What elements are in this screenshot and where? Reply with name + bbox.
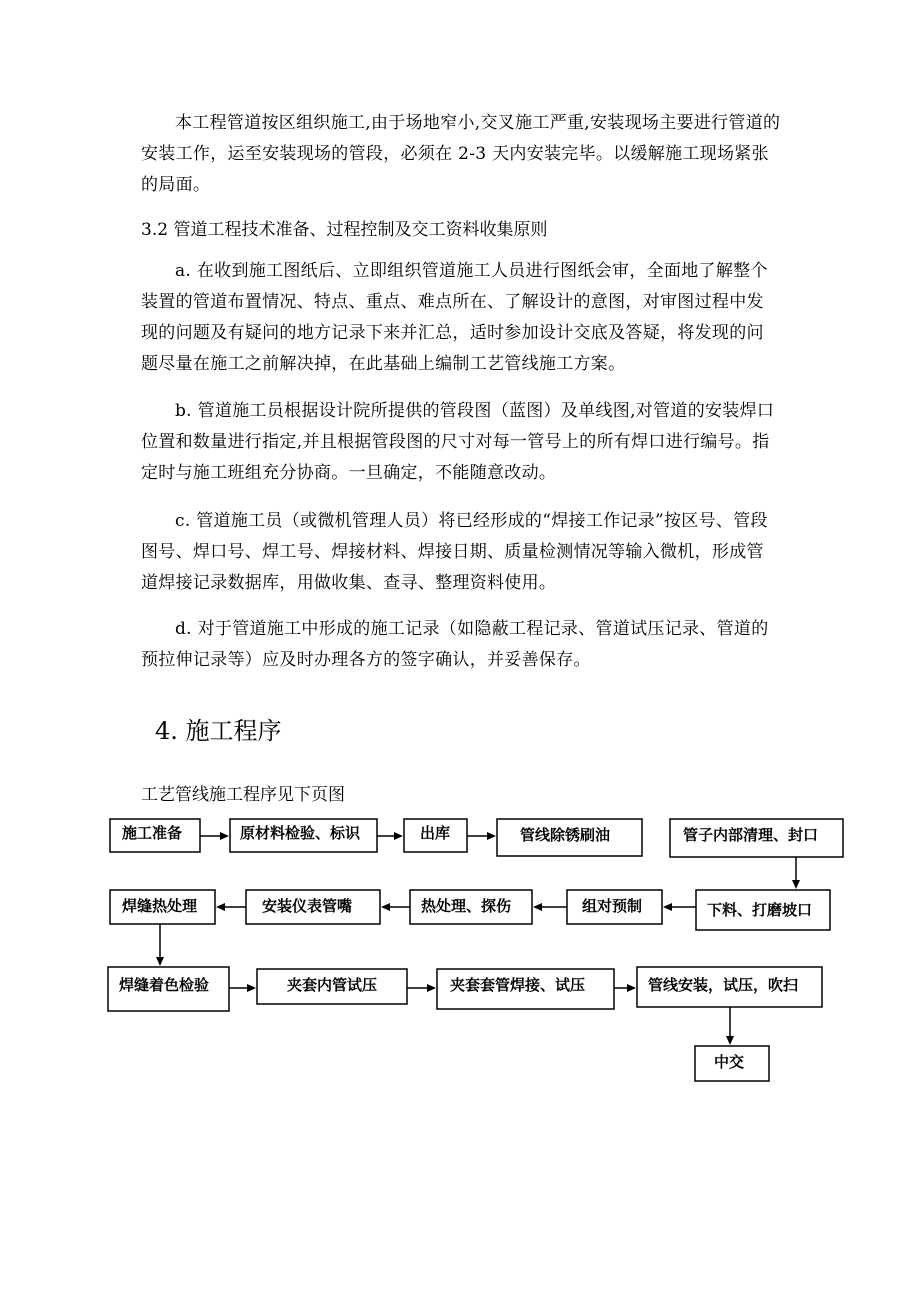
step-install-instrument-nozzle [246, 890, 380, 924]
paragraph-c: c. 管道施工员（或微机管理人员）将已经形成的“焊接工作记录”按区号、管段图号、焊口号、焊工号、焊接材料、焊接日期、质量检测情况等输入微机，形成管道焊接记录数据库，用做收集、查寻、整理资料使用。 [141, 511, 768, 593]
step-label: 中交 [714, 1053, 745, 1071]
step-label: 下料、打磨坡口 [707, 901, 813, 919]
arrow-s3-s4 [467, 832, 496, 840]
step-warehouse-out [404, 819, 467, 852]
step-label: 管线除锈刷油 [520, 826, 611, 844]
arrow-s1-s2 [200, 832, 229, 840]
arrow-s2-s3 [377, 832, 403, 840]
step-label: 夹套内管试压 [287, 976, 378, 994]
step-label: 夹套套管焊接、试压 [450, 976, 586, 994]
step-weld-dye-inspection [108, 967, 229, 1011]
step-install-test-purge [637, 967, 822, 1007]
step-label: 施工准备 [122, 824, 183, 842]
subheading-3-2: 3.2 管道工程技术准备、过程控制及交工资料收集原则 [141, 220, 548, 240]
step-label: 焊缝着色检验 [119, 976, 210, 994]
step-label: 组对预制 [582, 897, 643, 915]
step-label: 原材料检验、标识 [240, 824, 361, 842]
arrow-s14-s15 [726, 1007, 734, 1045]
step-heat-treat-flaw-detect [410, 890, 532, 924]
paragraph-a: a. 在收到施工图纸后、立即组织管道施工人员进行图纸会审，全面地了解整个装置的管道布置情况、特点、重点、难点所在、了解设计的意图，对审图过程中发现的问题及有疑问的地方记录下来并汇总，适时参加设计交底及答疑，将发现的问题尽量在施工之前解决掉，在此基础上编制工艺管线施工方案。 [141, 261, 768, 374]
arrow-s7-s8 [533, 903, 567, 911]
step-material-inspection [230, 819, 377, 852]
arrow-s9-s10 [216, 903, 246, 911]
paragraph-b: b. 管道施工员根据设计院所提供的管段图（蓝图）及单线图,对管道的安装焊口位置和数量进行指定,并且根据管段图的尺寸对每一管号上的所有焊口进行编号。指定时与施工班组充分协商。一旦确定，不能随意改动。 [141, 401, 775, 483]
step-construction-prep [110, 819, 200, 852]
step-cutting-bevel [696, 890, 830, 930]
arrow-s13-s14 [614, 984, 636, 992]
step-jacket-inner-pressure-test [257, 969, 407, 1004]
step-weld-heat-treatment [110, 890, 215, 924]
flowchart-caption: 工艺管线施工程序见下页图 [141, 785, 345, 805]
arrow-s12-s13 [407, 984, 436, 992]
step-pipe-clean-seal [670, 819, 843, 857]
arrow-s11-s12 [229, 984, 256, 992]
step-assembly-prefab [567, 890, 662, 924]
paragraph-intro: 本工程管道按区组织施工,由于场地窄小,交叉施工严重,安装现场主要进行管道的安装工作，运至安装现场的管段，必须在 2-3 天内安装完毕。以缓解施工现场紧张的局面。 [141, 113, 781, 195]
arrow-s10-s11 [156, 924, 164, 966]
section-title: 4. 施工程序 [155, 717, 282, 745]
arrow-s8-s9 [381, 903, 410, 911]
arrow-s6-s7 [663, 903, 696, 911]
step-label: 安装仪表管嘴 [262, 897, 353, 915]
step-label: 管子内部清理、封口 [683, 826, 819, 844]
step-label: 热处理、探伤 [421, 897, 512, 915]
step-label: 焊缝热处理 [122, 897, 198, 915]
step-label: 出库 [420, 824, 451, 842]
step-derust-paint [497, 819, 642, 856]
paragraph-d: d. 对于管道施工中形成的施工记录（如隐蔽工程记录、管道试压记录、管道的预拉伸记录等）应及时办理各方的签字确认，并妥善保存。 [141, 619, 769, 670]
step-label: 管线安装，试压，吹扫 [648, 976, 799, 994]
arrow-s5-s6 [792, 857, 800, 889]
step-handover [695, 1046, 769, 1081]
step-jacket-sleeve-weld-test [437, 969, 614, 1009]
